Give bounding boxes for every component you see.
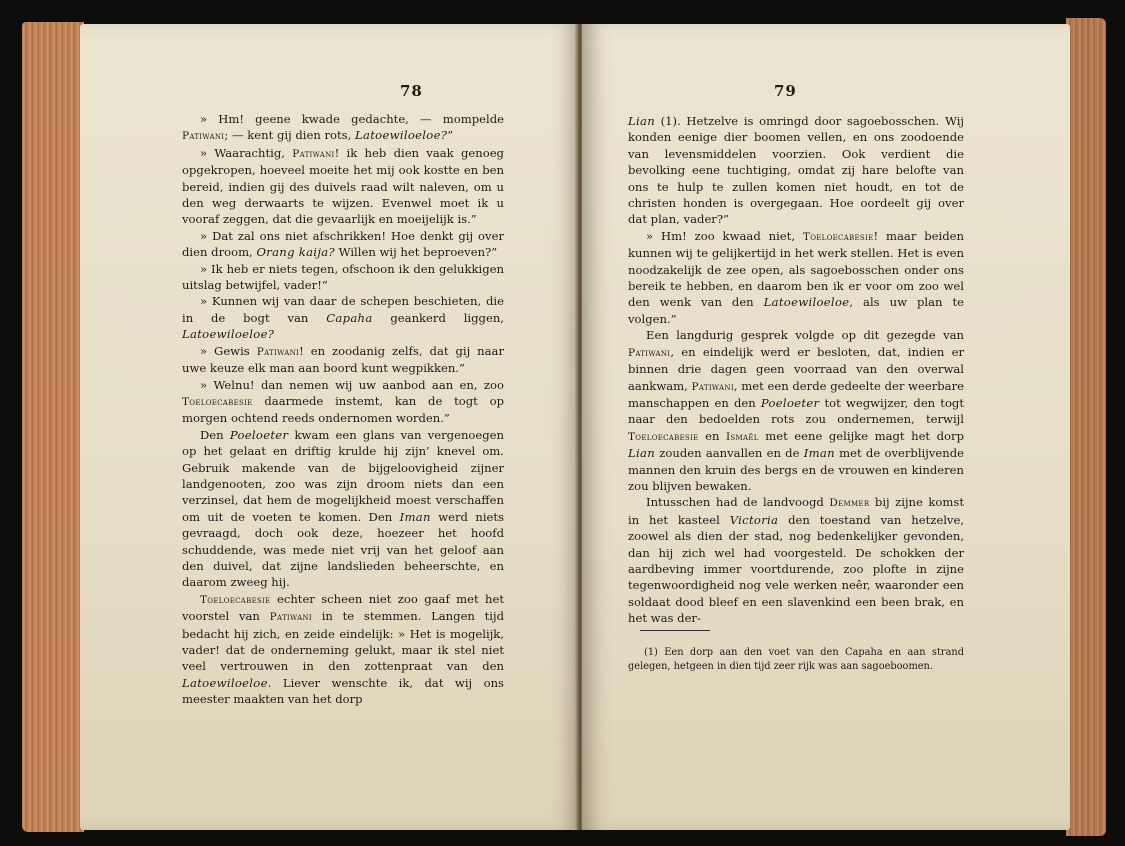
right-page-text bbox=[628, 113, 964, 627]
footnote-rule bbox=[640, 630, 710, 631]
paragraph: » Hm! geene kwade gedachte, — mompelde Patiwani; — kent gij dien rots, Latoewiloeloe?” bbox=[182, 112, 504, 143]
right-page bbox=[582, 24, 1070, 830]
left-page bbox=[80, 24, 580, 830]
paragraph: » Ik heb er niets tegen, ofschoon ik den gelukkigen uitslag betwijfel, vader!” bbox=[182, 261, 504, 293]
book-edge-right bbox=[1066, 18, 1106, 836]
open-book bbox=[22, 14, 1106, 840]
paragraph: Intusschen had de landvoogd Demmer bij zijne komst in het kasteel Victoria den toestand van hetzelve, zoowel als dien der stad, nog bedenkelijker gevonden, dan hij zich wel had voorgesteld. De schokken der aardbeving immer voortdurende, zoo plofte in zijne tegenwoordigheid nog vele werken neêr, waaronder een soldaat dood bleef en een slavenkind een been brak, en het was der- bbox=[628, 495, 964, 626]
paragraph: » Kunnen wij van daar de schepen beschieten, die in de bogt van Capaha geankerd liggen, Latoewiloeloe? bbox=[182, 294, 504, 342]
right-page-number: 79 bbox=[774, 82, 797, 100]
book-edge-left bbox=[22, 22, 84, 832]
paragraph: » Gewis Patiwani! en zoodanig zelfs, dat gij naar uwe keuze elk man aan boord kunt wegpikken.” bbox=[182, 343, 504, 376]
paragraph: Een langdurig gesprek volgde op dit gezegde van Patiwani, en eindelijk werd er besloten, dat, indien er binnen drie dagen geen voorraad van den overwal aankwam, Patiwani, met een derde gedeelte der weerbare manschappen en den Poeloeter tot wegwijzer, den togt naar den bedoelden rots zou ondernemen, terwijl Toeloecabesie en Ismaël met eene gelijke magt het dorp Lian zouden aanvallen en de Iman met de overblijvende mannen den kruin des bergs en de vrouwen en kinderen zou blijven bewaken. bbox=[628, 328, 965, 493]
paragraph: Toeloecabesie echter scheen niet zoo gaaf met het voorstel van Patiwani in te stemmen. Langen tijd bedacht hij zich, en zeide eindelijk: » Het is mogelijk, vader! dat de onderneming gelukt, maar ik stel niet veel vertrouwen in den zottenpraat van den Latoewiloeloe. Liever wenschte ik, dat wij ons meester maakten van het dorp bbox=[182, 591, 505, 707]
paragraph: » Dat zal ons niet afschrikken! Hoe denkt gij over dien droom, Orang kaija? Willen wij het beproeven?” bbox=[182, 228, 504, 260]
paragraph: » Waarachtig, Patiwani! ik heb dien vaak genoeg opgekropen, hoeveel moeite het mij ook kostte en ben bereid, indien gij des duivels raad wilt naleven, om u den weg derwaarts te wijzen. Evenwel moet ik u vooraf zeggen, dat die gevaarlijk en moeijelijk is.” bbox=[182, 145, 504, 227]
footnote: (1) Een dorp aan den voet van den Capaha en aan strand gelegen, hetgeen in dien tijd zeer rijk was aan sagoeboomen. bbox=[628, 647, 964, 672]
left-page-number: 78 bbox=[400, 82, 423, 100]
paragraph: » Welnu! dan nemen wij uw aanbod aan en, zoo Toeloecabesie daarmede instemt, kan de togt op morgen ochtend reeds ondernomen worden.” bbox=[182, 377, 504, 426]
paragraph: Lian (1). Hetzelve is omringd door sagoebosschen. Wij konden eenige dier boomen vellen, en ons zoodoende van levensmiddelen voorzien. Ook verdient die bevolking eene tuchtiging, omdat zij hare belofte van ons te hulp te zullen komen niet houdt, en tot de christen honden is overgegaan. Hoe oordeelt gij over dat plan, vader?” bbox=[628, 114, 964, 227]
paragraph: » Hm! zoo kwaad niet, Toeloecabesie! maar beiden kunnen wij te gelijkertijd in het werk stellen. Het is even noodzakelijk de zee open, als sagoebosschen onder ons bereik te hebben, en daarom ben ik er voor om zoo wel den wenk van den Latoewiloeloe, als uw plan te volgen.” bbox=[628, 228, 964, 326]
paragraph: Den Poeloeter kwam een glans van vergenoegen op het gelaat en driftig krulde hij zijn’ knevel om. Gebruik makende van de bijgeloovigheid zijner landgenooten, zoo was zijn droom niets dan een verzinsel, dat hem de mogelijkheid moest verschaffen om uit de voeten te komen. Den Iman werd niets gevraagd, doch ook deze, hoezeer het hoofd schuddende, was mede niet vrij van het geloof aan den duivel, dat zijne landslieden beheerschte, en daarom zweeg hij. bbox=[182, 427, 505, 590]
left-page-text bbox=[182, 111, 504, 708]
